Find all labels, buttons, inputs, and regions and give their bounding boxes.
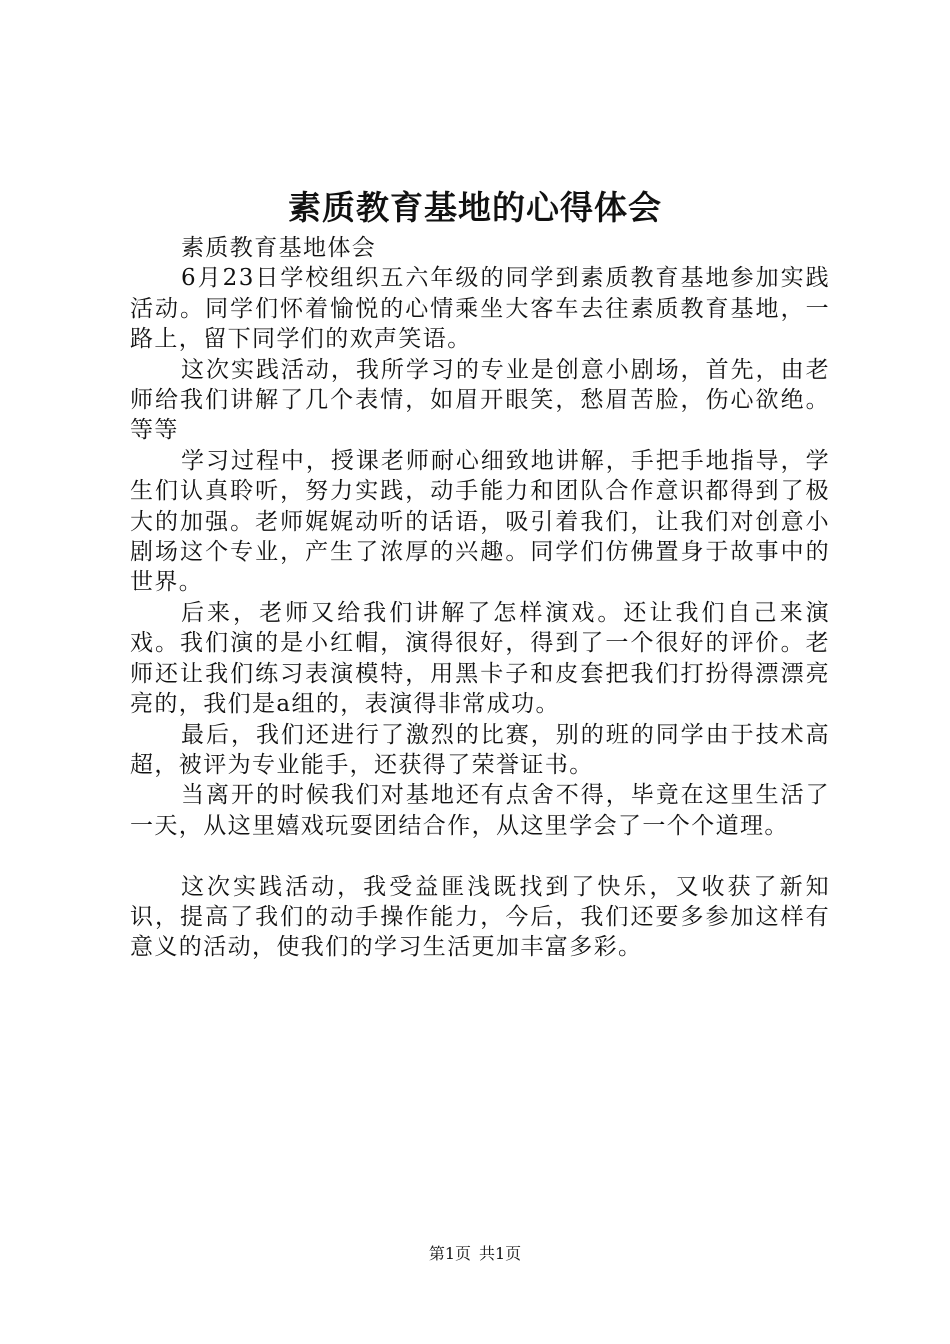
page-footer (0, 1243, 950, 1265)
paragraph: 最后，我们还进行了激烈的比赛，别的班的同学由于技术高超，被评为专业能手，还获得了荣誉证书。 (130, 721, 830, 778)
paragraph-spacer (130, 841, 830, 871)
document-title: 素质教育基地的心得体会 (288, 188, 662, 227)
paragraph: 6月23日学校组织五六年级的同学到素质教育基地参加实践活动。同学们怀着愉悦的心情乘坐大客车去往素质教育基地，一路上，留下同学们的欢声笑语。 (130, 265, 830, 353)
page-number: 第1页 (428, 1244, 471, 1263)
paragraph: 后来，老师又给我们讲解了怎样演戏。还让我们自己来演戏。我们演的是小红帽，演得很好，得到了一个很好的评价。老师还让我们练习表演模特，用黑卡子和皮套把我们打扮得漂漂亮亮的，我们是a组的，表演得非常成功。 (130, 599, 830, 718)
paragraph: 这次实践活动，我受益匪浅既找到了快乐，又收获了新知识，提高了我们的动手操作能力，今后，我们还要多参加这样有意义的活动，使我们的学习生活更加丰富多彩。 (130, 873, 830, 961)
paragraph: 当离开的时候我们对基地还有点舍不得，毕竟在这里生活了一天，从这里嬉戏玩耍团结合作，从这里学会了一个个道理。 (130, 782, 830, 839)
document-body (130, 233, 830, 963)
page-total: 共1页 (479, 1244, 522, 1263)
paragraph-subtitle: 素质教育基地体会 (181, 235, 377, 261)
paragraph: 这次实践活动，我所学习的专业是创意小剧场，首先，由老师给我们讲解了几个表情，如眉开眼笑，愁眉苦脸，伤心欲绝。等等 (130, 356, 830, 444)
paragraph: 学习过程中，授课老师耐心细致地讲解，手把手地指导，学生们认真聆听，努力实践，动手能力和团队合作意识都得到了极大的加强。老师娓娓动听的话语，吸引着我们，让我们对创意小剧场这个专业，产生了浓厚的兴趣。同学们仿佛置身于故事中的世界。 (130, 447, 830, 596)
